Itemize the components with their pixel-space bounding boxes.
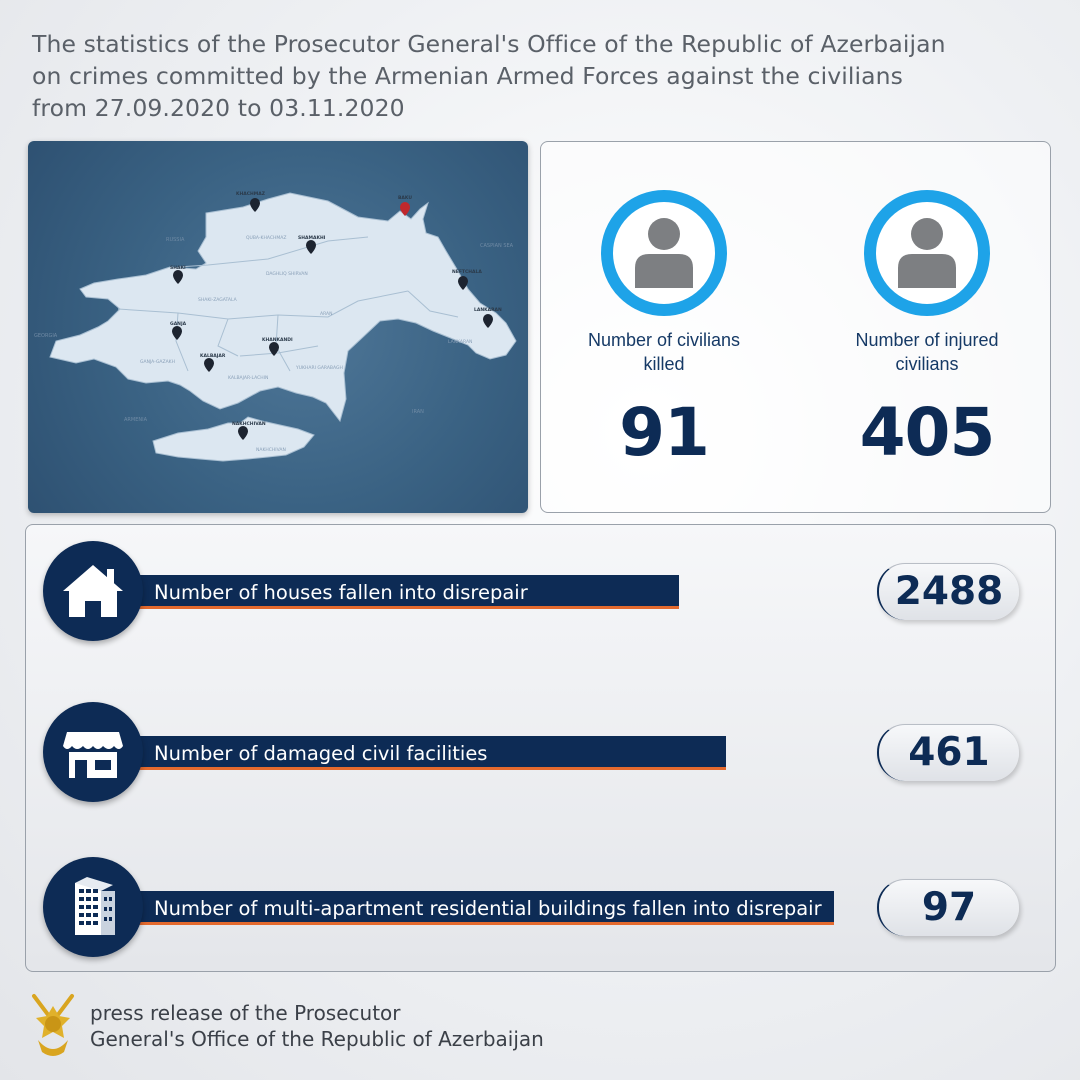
prosecutor-emblem-icon xyxy=(28,990,78,1060)
row-houses xyxy=(26,541,1055,641)
building-icon-circle xyxy=(43,857,143,957)
shop-icon-circle xyxy=(43,702,143,802)
person-icon-ring xyxy=(864,190,990,316)
row-label-bar xyxy=(136,891,834,925)
title-line-1: The statistics of the Prosecutor General's Office of the Republic of Azerbaijan xyxy=(32,30,946,58)
region-label-quba-khachmaz: QUBA-KHACHMAZ xyxy=(246,236,287,241)
stat-label-line-1: Number of injured xyxy=(855,330,999,350)
city-label-shamakhi: SHAMAKHI xyxy=(298,236,326,241)
row-multi-apartment-buildings xyxy=(26,857,1055,957)
row-label-bar xyxy=(136,736,726,770)
region-label-kalbajar-lachin: KALBAJAR-LACHIN xyxy=(228,376,269,381)
row-label-bar xyxy=(136,575,679,609)
footer xyxy=(28,988,628,1068)
stat-civilians-killed xyxy=(544,190,784,471)
person-icon xyxy=(613,202,715,304)
region-label-daghliq-shirvan: DAGHLIQ SHIRVAN xyxy=(266,272,308,277)
city-label-neftchala: NEFTCHALA xyxy=(452,270,482,275)
stat-label xyxy=(544,328,784,376)
city-label-ganja: GANJA xyxy=(170,322,187,327)
person-icon-ring xyxy=(601,190,727,316)
house-icon xyxy=(43,541,143,641)
country-label-iran: IRAN xyxy=(412,409,424,415)
row-label: Number of houses fallen into disrepair xyxy=(154,581,528,604)
person-icon xyxy=(876,202,978,304)
row-label: Number of damaged civil facilities xyxy=(154,742,488,765)
page-title xyxy=(32,28,1042,124)
country-label-armenia: ARMENIA xyxy=(124,417,148,423)
map-mainland xyxy=(50,193,516,421)
shop-icon xyxy=(43,702,143,802)
stat-value-killed: 91 xyxy=(619,394,709,471)
region-label-aran: ARAN xyxy=(320,312,333,317)
footer-press-release-text xyxy=(90,1000,544,1052)
building-icon xyxy=(43,857,143,957)
region-label-lankaran: LANKARAN xyxy=(448,340,473,345)
city-label-lankaran: LANKARAN xyxy=(474,308,502,313)
stat-label-line-2: civilians xyxy=(895,354,959,374)
city-label-nakhchivan: NAKHCHIVAN xyxy=(232,422,266,427)
city-label-kalbajar: KALBAJAR xyxy=(200,354,226,359)
country-label-russia: RUSSIA xyxy=(166,237,185,243)
value-badge-multi-apartment-buildings: 97 xyxy=(877,879,1019,936)
footer-line-1: press release of the Prosecutor xyxy=(90,1001,401,1025)
property-damage-panel xyxy=(25,524,1056,972)
title-line-3: from 27.09.2020 to 03.11.2020 xyxy=(32,94,405,122)
city-label-baku: BAKU xyxy=(398,196,412,201)
city-label-shaki: SHAKI xyxy=(170,266,186,271)
house-icon-circle xyxy=(43,541,143,641)
city-label-khankandi: KHANKANDI xyxy=(262,338,293,343)
stat-label xyxy=(807,328,1047,376)
value-badge-houses: 2488 xyxy=(877,563,1019,620)
row-label: Number of multi-apartment residential buildings fallen into disrepair xyxy=(154,897,822,920)
casualty-stats-panel xyxy=(540,141,1051,513)
stat-civilians-injured xyxy=(807,190,1047,471)
region-label-yukhari-garabagh: YUKHARI GARABAGH xyxy=(296,366,343,371)
title-line-2: on crimes committed by the Armenian Armed Forces against the civilians xyxy=(32,62,903,90)
region-label-nakhchivan: NAKHCHIVAN xyxy=(256,448,286,453)
stat-label-line-2: killed xyxy=(643,354,685,374)
stat-value-injured: 405 xyxy=(859,394,995,471)
stat-label-line-1: Number of civilians xyxy=(587,330,741,350)
azerbaijan-map xyxy=(28,141,528,513)
region-label-ganja-gazakh: GANJA-GAZAKH xyxy=(140,360,176,365)
city-label-khachmaz: KHACHMAZ xyxy=(236,192,266,197)
country-label-caspian-sea: CASPIAN SEA xyxy=(480,243,514,249)
region-label-shaki-zagatala: SHAKI-ZAGATALA xyxy=(198,298,237,303)
value-badge-civil-facilities: 461 xyxy=(877,724,1019,781)
row-civil-facilities xyxy=(26,702,1055,802)
country-label-georgia: GEORGIA xyxy=(34,333,58,339)
footer-line-2: General's Office of the Republic of Azerbaijan xyxy=(90,1027,544,1051)
